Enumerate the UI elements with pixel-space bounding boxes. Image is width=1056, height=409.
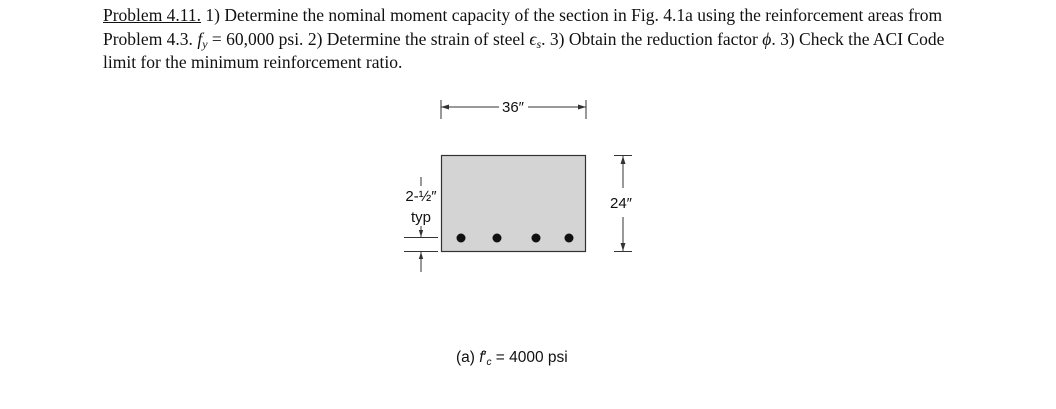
strain-subscript: s: [536, 36, 542, 51]
fy-subscript: y: [202, 36, 208, 51]
rebar: [493, 234, 502, 243]
rebar: [457, 234, 466, 243]
problem-part-1: 1) Determine the nominal moment capacity of the section in Fig. 4.1a using the reinforcement areas from Problem 4.3.: [103, 5, 943, 49]
height-label: 24″: [610, 195, 632, 212]
width-label: 36″: [502, 99, 524, 116]
phi-symbol: ϕ: [762, 28, 772, 49]
fc-symbol: f: [479, 349, 484, 366]
cover-label: 2-½″: [405, 188, 437, 205]
fc-subscript: c: [486, 357, 492, 368]
fc-prime: ′: [483, 349, 487, 366]
rebar: [532, 234, 541, 243]
problem-part-2: 2) Determine the strain of steel: [307, 28, 530, 49]
fy-value: = 60,000 psi.: [207, 28, 308, 49]
problem-part-4: . 3) Check the ACI Code limit for the minimum reinforcement ratio.: [103, 28, 945, 72]
rebar: [565, 234, 574, 243]
caption-value: = 4000 psi: [491, 349, 568, 366]
cover-typ-label: typ: [410, 209, 432, 226]
figure-caption: [456, 349, 568, 367]
caption-prefix: (a): [456, 349, 480, 366]
fy-symbol: f: [197, 28, 203, 49]
problem-number: Problem 4.11.: [103, 5, 202, 25]
problem-part-3: . 3) Obtain the reduction factor: [541, 28, 763, 49]
strain-symbol: ϵ: [529, 28, 537, 49]
